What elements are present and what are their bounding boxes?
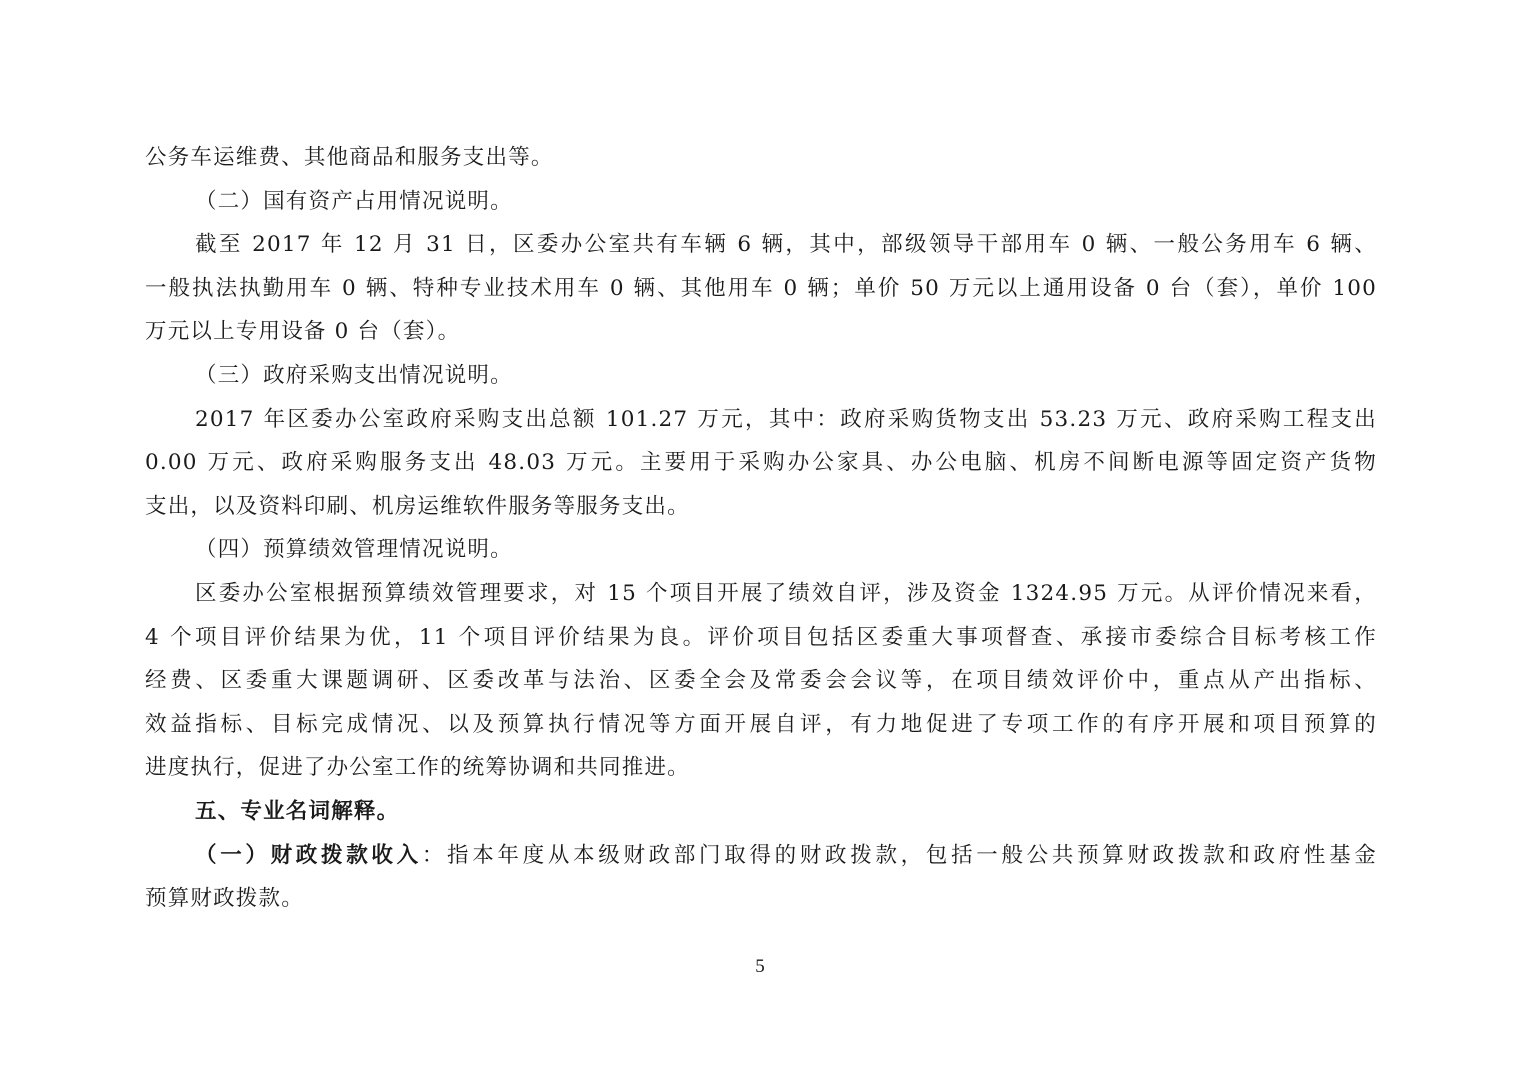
chapter-heading-terms: 五、专业名词解释。 (195, 798, 400, 824)
term-definition-line-1 (145, 834, 1377, 878)
section-heading-assets: （二）国有资产占用情况说明。 (195, 188, 513, 214)
assets-paragraph-line-3: 万元以上专用设备 0 台（套）。 (145, 319, 461, 345)
term-definition-line-2: 预算财政拨款。 (145, 886, 304, 912)
performance-paragraph-line-2: 4 个项目评价结果为优，11 个项目评价结果为良。评价项目包括区委重大事项督查、承接市委综合目标考核工作 (145, 624, 1377, 650)
performance-paragraph-line-4: 效益指标、目标完成情况、以及预算执行情况等方面开展自评，有力地促进了专项工作的有序开展和项目预算的 (145, 711, 1377, 737)
assets-paragraph-line-2: 一般执法执勤用车 0 辆、特种专业技术用车 0 辆、其他用车 0 辆；单价 50 万元以上通用设备 0 台（套），单价 100 (145, 275, 1377, 301)
procurement-paragraph-line-2: 0.00 万元、政府采购服务支出 48.03 万元。主要用于采购办公家具、办公电脑、机房不间断电源等固定资产货物 (145, 450, 1377, 476)
section-heading-performance: （四）预算绩效管理情况说明。 (195, 537, 513, 563)
body-text (145, 136, 1377, 921)
performance-paragraph-line-5: 进度执行，促进了办公室工作的统筹协调和共同推进。 (145, 755, 690, 781)
paragraph-continuation: 公务车运维费、其他商品和服务支出等。 (145, 145, 554, 170)
section-heading-procurement: （三）政府采购支出情况说明。 (195, 362, 513, 388)
performance-paragraph-line-3: 经费、区委重大课题调研、区委改革与法治、区委全会及常委会会议等，在项目绩效评价中，重点从产出指标、 (145, 668, 1377, 694)
assets-paragraph-line-1: 截至 2017 年 12 月 31 日，区委办公室共有车辆 6 辆，其中，部级领导干部用车 0 辆、一般公务用车 6 辆、 (195, 232, 1377, 258)
procurement-paragraph-line-3: 支出，以及资料印刷、机房运维软件服务等服务支出。 (145, 493, 690, 519)
term-label: （一）财政拨款收入 (195, 842, 422, 868)
page-number: 5 (755, 956, 765, 977)
procurement-paragraph-line-1: 2017 年区委办公室政府采购支出总额 101.27 万元，其中：政府采购货物支出 53.23 万元、政府采购工程支出 (195, 406, 1377, 432)
term-definition-text: ：指本年度从本级财政部门取得的财政拨款，包括一般公共预算财政拨款和政府性基金 (421, 842, 1377, 868)
performance-paragraph-line-1: 区委办公室根据预算绩效管理要求，对 15 个项目开展了绩效自评，涉及资金 1324.95 万元。从评价情况来看， (195, 580, 1377, 606)
